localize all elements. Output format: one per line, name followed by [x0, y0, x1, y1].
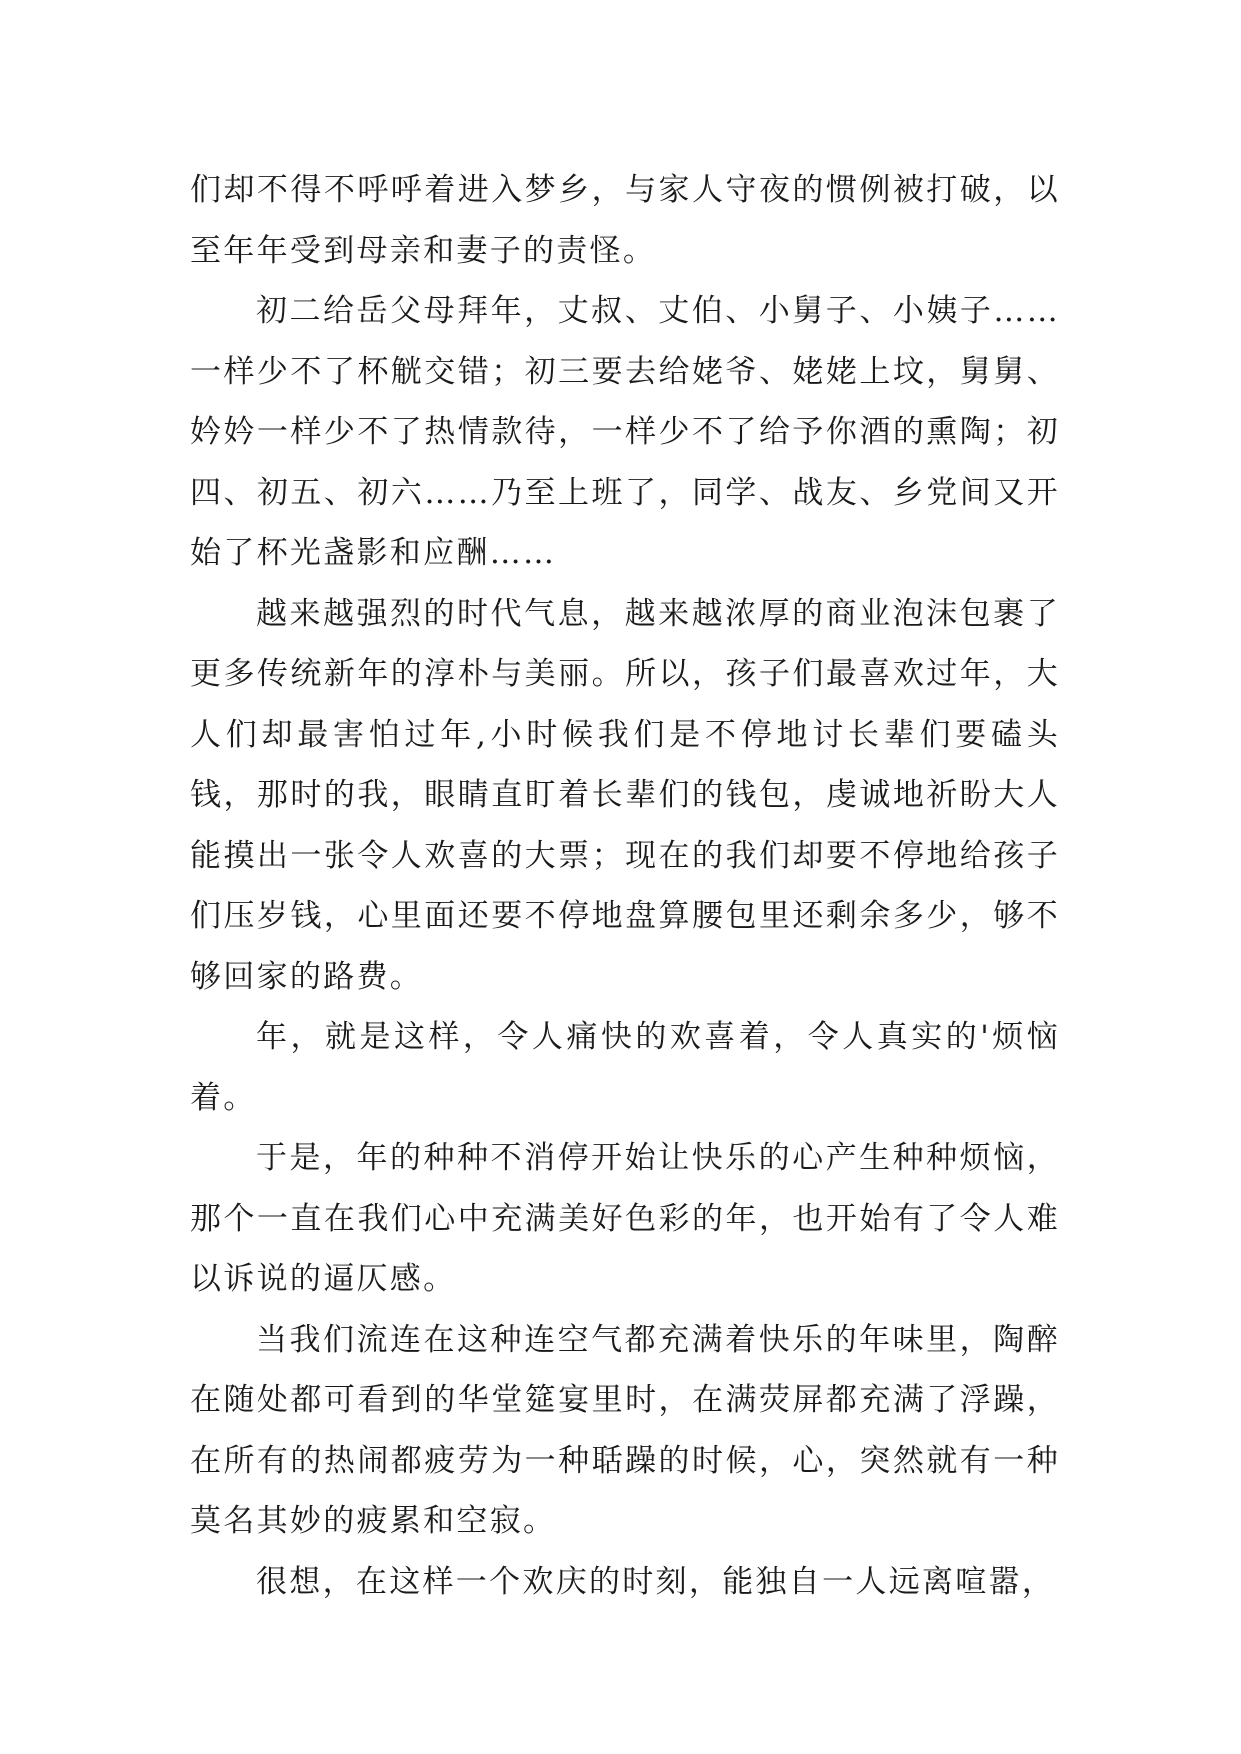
paragraph: 越来越强烈的时代气息，越来越浓厚的商业泡沫包裹了更多传统新年的淳朴与美丽。所以，孩子们最喜欢过年，大人们却最害怕过年,小时候我们是不停地讨长辈们要磕头钱，那时的我，眼睛直盯着长辈们的钱包，虔诚地祈盼大人能摸出一张令人欢喜的大票；现在的我们却要不停地给孩子们压岁钱，心里面还要不停地盘算腰包里还剩余多少，够不够回家的路费。 — [190, 595, 1060, 995]
paragraph: 初二给岳父母拜年，丈叔、丈伯、小舅子、小姨子……一样少不了杯觥交错；初三要去给姥爷、姥姥上坟，舅舅、妗妗一样少不了热情款待，一样少不了给予你酒的熏陶；初四、初五、初六……乃至上班了，同学、战友、乡党间又开始了杯光盏影和应酬…… — [190, 293, 1060, 571]
body-text — [190, 160, 1060, 1612]
paragraph: 于是，年的种种不消停开始让快乐的心产生种种烦恼，那个一直在我们心中充满美好色彩的年，也开始有了令人难以诉说的逼仄感。 — [190, 1140, 1060, 1297]
paragraph: 很想，在这样一个欢庆的时刻，能独自一人远离喧嚣， — [256, 1563, 1056, 1600]
paragraph: 年，就是这样，令人痛快的欢喜着，令人真实的'烦恼着。 — [190, 1019, 1060, 1116]
paragraph: 当我们流连在这种连空气都充满着快乐的年味里，陶醉在随处都可看到的华堂筵宴里时，在满荧屏都充满了浮躁，在所有的热闹都疲劳为一种聒躁的时候，心，突然就有一种莫名其妙的疲累和空寂。 — [190, 1321, 1060, 1539]
paragraph-continued: 们却不得不呼呼着进入梦乡，与家人守夜的惯例被打破，以至年年受到母亲和妻子的责怪。 — [190, 172, 1060, 269]
